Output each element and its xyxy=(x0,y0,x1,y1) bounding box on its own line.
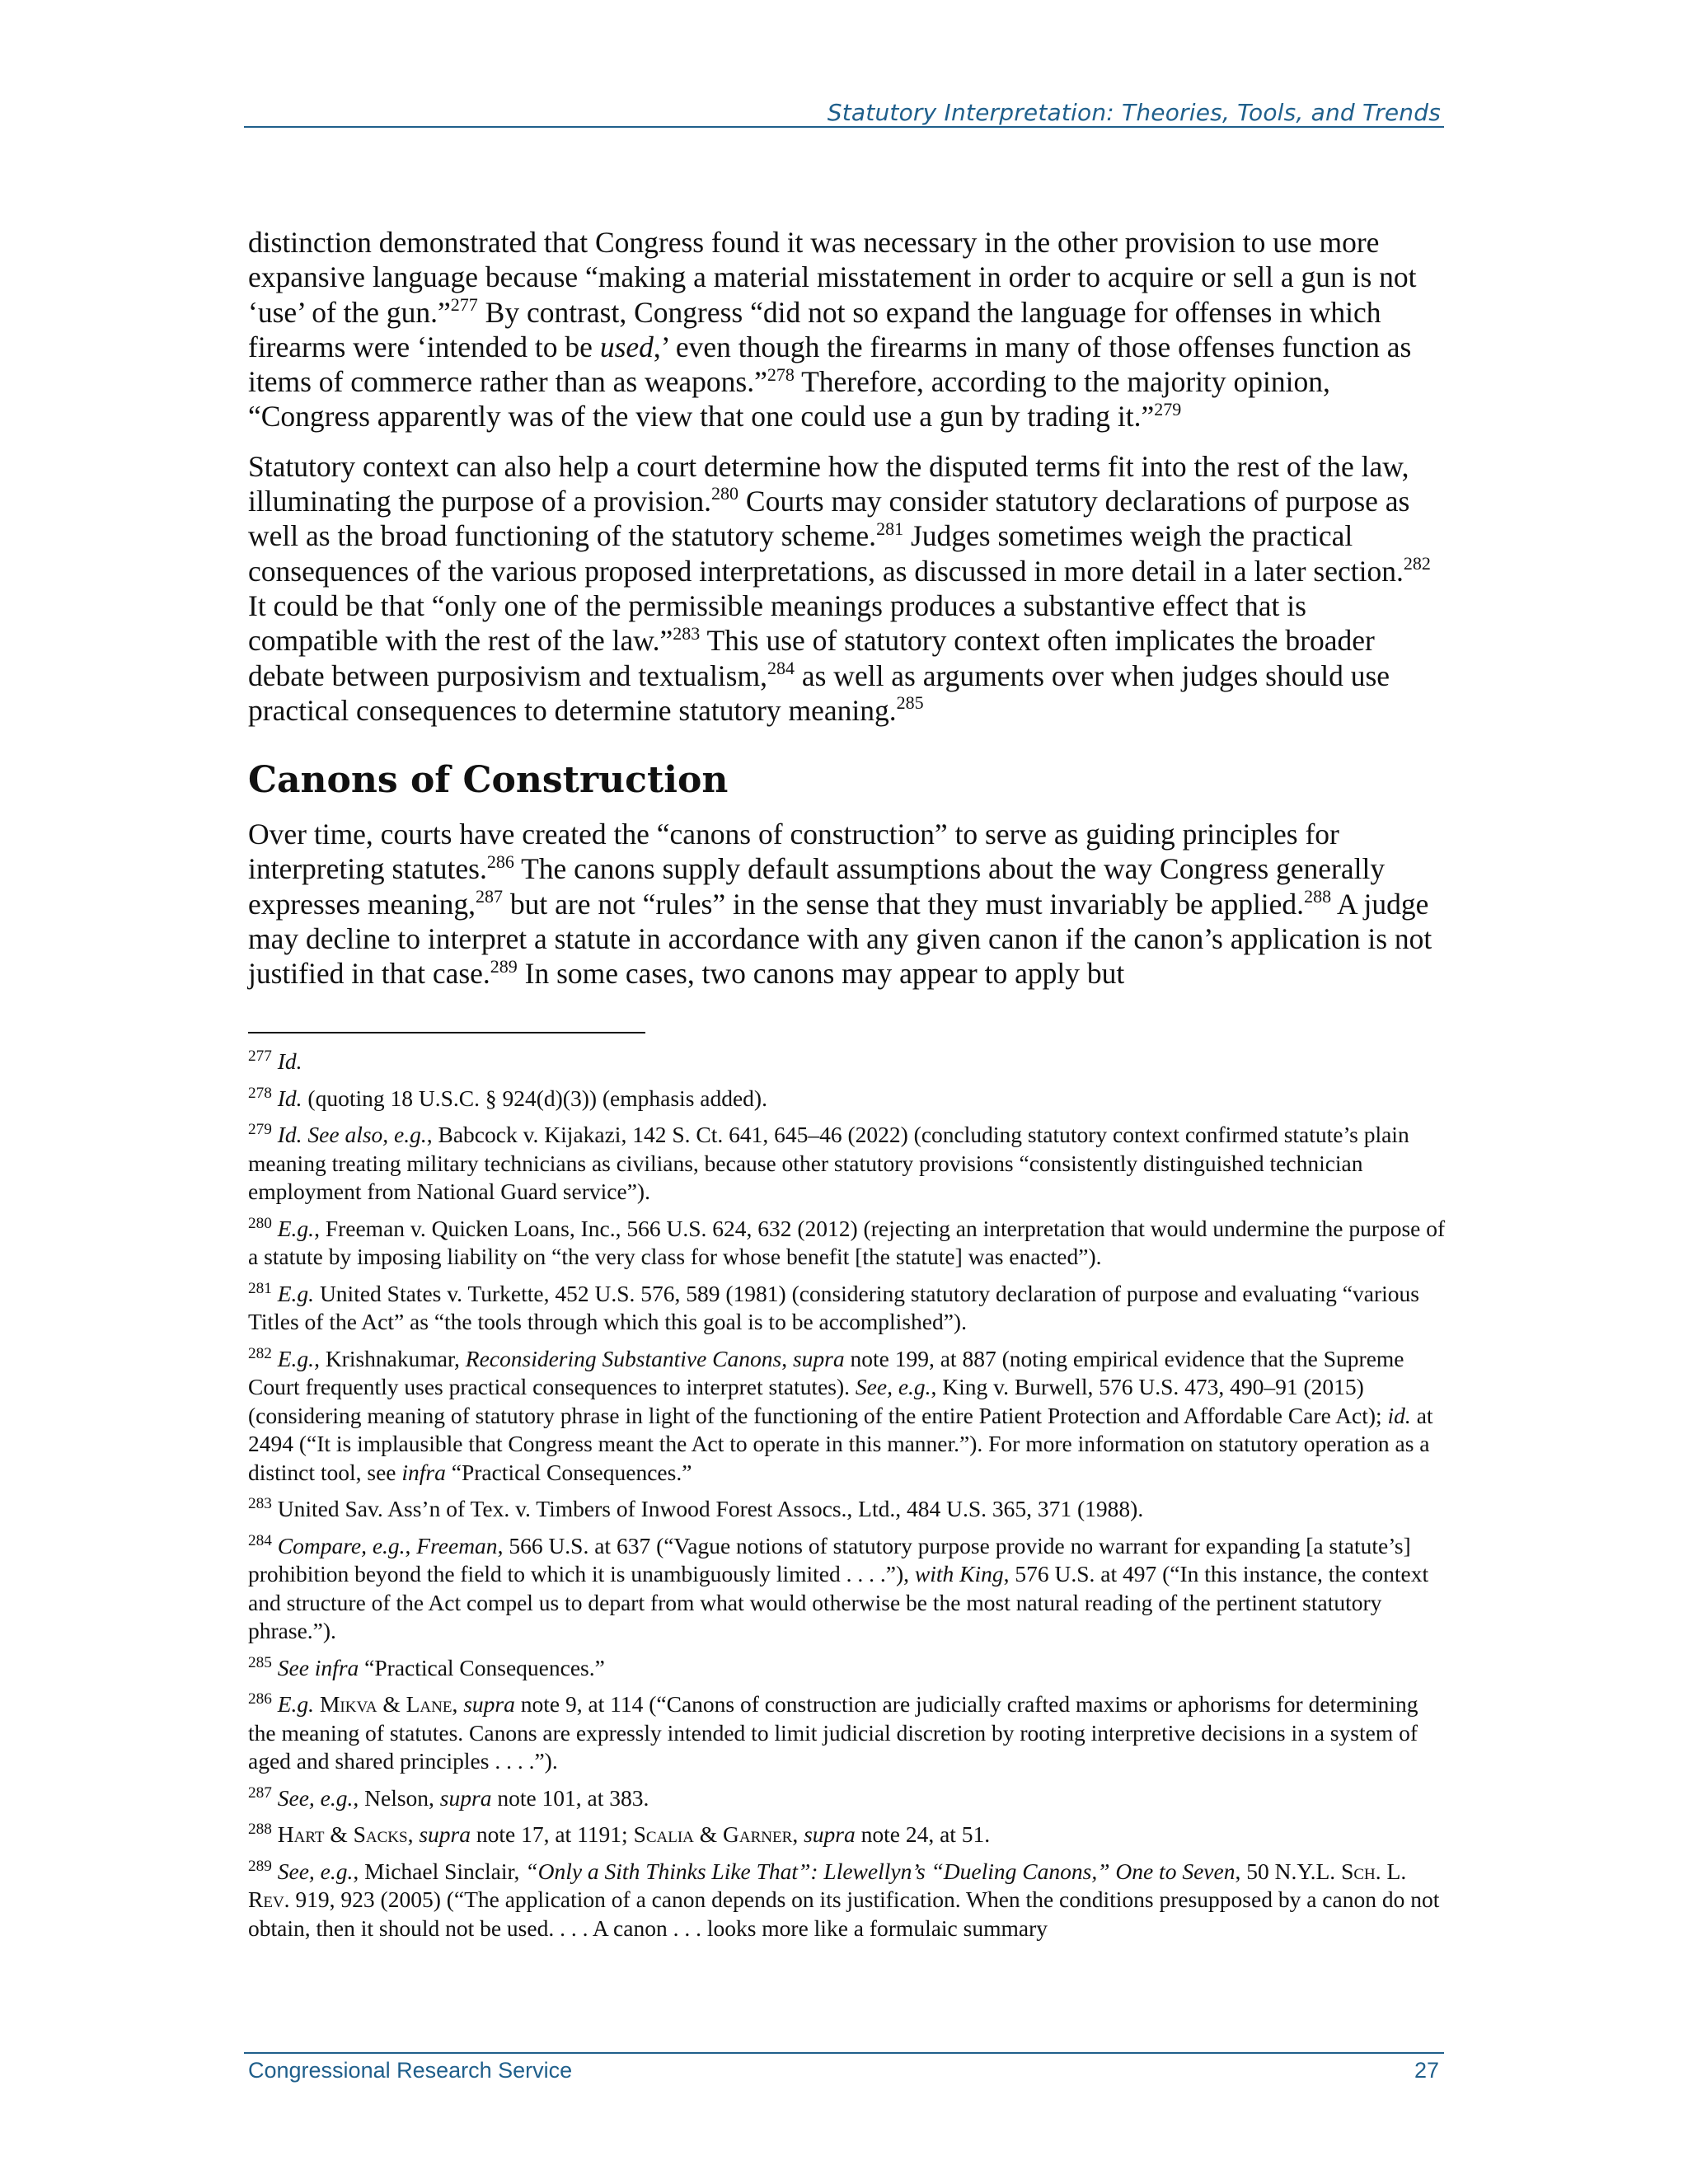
footnote-number: 278 xyxy=(248,1084,272,1102)
footnote-ref-284[interactable]: 284 xyxy=(767,657,795,678)
text-run: “Practical Consequences.” xyxy=(359,1654,605,1680)
text-run: This use of statutory context often implicates the broader debate between purposivism and textualism, xyxy=(248,624,1375,692)
text-run-italic: supra xyxy=(463,1691,515,1717)
text-run: . L. xyxy=(1375,1858,1407,1884)
text-run: , Michael Sinclair, xyxy=(353,1858,526,1884)
text-run: distinction demonstrated that Congress found it was necessary in the other provision to use more expansive language because “making a material misstatement in order to acquire or sell a gun is not ‘use’ of the gun.” xyxy=(248,226,1417,329)
footnote-283 xyxy=(248,1495,1448,1524)
text-run: note 199, at 887 (noting empirical evidence that the Supreme Court frequently uses practical consequences to interpret statutes). xyxy=(248,1345,1404,1399)
text-run: , Krishnakumar, xyxy=(314,1345,466,1371)
text-run-smallcaps: Rev xyxy=(248,1886,284,1912)
footnote-277 xyxy=(248,1047,1448,1076)
footnote-278 xyxy=(248,1085,1448,1113)
text-run-italic: Id. xyxy=(277,1085,302,1111)
text-run: The canons supply default assumptions about the way Congress generally expresses meaning, xyxy=(248,852,1386,921)
text-run: , Babcock v. Kijakazi, 142 S. Ct. 641, 645–46 (2022) (concluding statutory context confirmed statute’s plain meaning treating military technicians as civilians, because other statutory provisions “consistently distinguished technician employment from National Guard service”). xyxy=(248,1122,1409,1204)
footnote-ref-278[interactable]: 278 xyxy=(767,363,795,385)
text-run-smallcaps: Scalia xyxy=(633,1821,694,1847)
footnote-281 xyxy=(248,1280,1448,1337)
footnote-number: 288 xyxy=(248,1821,272,1839)
footnote-number: 283 xyxy=(248,1495,272,1513)
text-run: , xyxy=(405,1532,417,1558)
text-run-italic: supra xyxy=(419,1821,471,1847)
text-run-italic: supra xyxy=(804,1821,856,1847)
footnote-285 xyxy=(248,1654,1448,1683)
text-run-italic: E.g. xyxy=(277,1215,315,1241)
footnote-separator xyxy=(248,1032,645,1033)
text-run: Therefore, according to the majority opinion, “Congress apparently was of the view that one could use a gun by trading it.” xyxy=(248,365,1330,434)
footnote-ref-288[interactable]: 288 xyxy=(1304,886,1332,907)
body-text xyxy=(248,225,1442,1006)
footnote-279 xyxy=(248,1121,1448,1207)
text-run: , xyxy=(407,1821,420,1847)
footnote-number: 277 xyxy=(248,1047,272,1066)
text-run: , xyxy=(452,1691,464,1717)
running-header-title: Statutory Interpretation: Theories, Tools, and Trends xyxy=(827,99,1441,126)
text-run: Over time, courts have created the “canons of construction” to serve as guiding principles for interpreting statutes. xyxy=(248,818,1339,886)
text-run-italic: Compare, e.g. xyxy=(277,1532,406,1558)
text-run: In some cases, two canons may appear to apply but xyxy=(517,957,1125,991)
text-run-italic: E.g. xyxy=(277,1345,315,1371)
text-run-italic: E.g. xyxy=(277,1691,315,1717)
text-run: , 50 N.Y.L. xyxy=(1235,1858,1342,1884)
section-heading: Canons of Construction xyxy=(248,759,729,802)
text-run: . 919, 923 (2005) (“The application of a canon depends on its justification. When the conditions presupposed by a canon do not obtain, then it should not be used. . . . A canon . . . looks more like a formulaic summary xyxy=(248,1886,1440,1941)
footnote-ref-280[interactable]: 280 xyxy=(711,483,739,504)
footnote-284 xyxy=(248,1532,1448,1646)
paragraph-3 xyxy=(248,817,1442,991)
text-run: United Sav. Ass’n of Tex. v. Timbers of Inwood Forest Assocs., Ltd., 484 U.S. 365, 371 (1988). xyxy=(277,1496,1144,1521)
text-run: A judge may decline to interpret a statute in accordance with any given canon if the canon’s application is not justified in that case. xyxy=(248,887,1432,991)
text-run-italic: Id. xyxy=(277,1048,302,1074)
text-run: (quoting 18 U.S.C. § 924(d)(3)) (emphasis added). xyxy=(302,1085,767,1111)
text-run-smallcaps: Sacks xyxy=(353,1821,408,1847)
footnote-ref-289[interactable]: 289 xyxy=(490,955,518,977)
footer-rule xyxy=(244,2052,1444,2054)
text-run: & xyxy=(324,1821,354,1847)
text-run-smallcaps: Sch xyxy=(1341,1858,1376,1884)
text-run: but are not “rules” in the sense that they must invariably be applied. xyxy=(503,887,1305,921)
text-run: note 101, at 383. xyxy=(491,1784,649,1811)
footnote-ref-287[interactable]: 287 xyxy=(476,886,504,907)
text-run-italic: used xyxy=(599,330,654,363)
header-rule xyxy=(244,126,1444,128)
text-run: note 9, at 114 (“Canons of construction are judicially crafted maxims or aphorisms for determining the meaning of statutes. Canons are expressly intended to limit judicial discretion by rooting interpretive decisions in a system of aged and shared principles . . . .”). xyxy=(248,1691,1418,1774)
footnote-ref-286[interactable]: 286 xyxy=(486,851,514,872)
paragraph-2 xyxy=(248,449,1442,728)
footnote-number: 289 xyxy=(248,1857,272,1875)
footnote-282 xyxy=(248,1345,1448,1488)
text-run: “Practical Consequences.” xyxy=(445,1459,692,1485)
footnote-289 xyxy=(248,1858,1448,1943)
text-run: Courts may consider statutory declarations of purpose as well as the broad functioning of the statutory scheme. xyxy=(248,485,1410,553)
text-run-smallcaps: Mikva xyxy=(319,1691,377,1717)
text-run-italic: See, e.g. xyxy=(277,1858,354,1884)
text-run: , xyxy=(781,1345,793,1371)
text-run: at 2494 (“It is implausible that Congress meant the Act to operate in this manner.”). For more information on statutory operation as a distinct tool, see xyxy=(248,1402,1433,1485)
footnote-ref-277[interactable]: 277 xyxy=(450,293,478,315)
page-number: 27 xyxy=(1414,2058,1439,2083)
footnote-ref-282[interactable]: 282 xyxy=(1403,553,1431,574)
footnote-286 xyxy=(248,1690,1448,1776)
footnote-number: 279 xyxy=(248,1121,272,1139)
text-run: , Freeman v. Quicken Loans, Inc., 566 U.S. 624, 632 (2012) (rejecting an interpretation that would undermine the purpose of a statute by imposing liability on “the very class for whose benefit [the statute] was enacted”). xyxy=(248,1215,1446,1269)
footnote-number: 280 xyxy=(248,1214,272,1232)
text-run: ,’ even though the firearms in many of those offenses function as items of commerce rather than as weapons.” xyxy=(248,330,1412,399)
footnote-287 xyxy=(248,1784,1448,1813)
footnote-number: 286 xyxy=(248,1690,272,1708)
text-run-italic: See, e.g. xyxy=(855,1374,931,1399)
text-run: , Nelson, xyxy=(353,1784,440,1811)
text-run-italic: See infra xyxy=(277,1654,359,1680)
footer-publisher: Congressional Research Service xyxy=(248,2058,573,2083)
text-run-italic: Reconsidering Substantive Canons xyxy=(465,1345,782,1371)
footnote-number: 284 xyxy=(248,1531,272,1549)
footnote-ref-285[interactable]: 285 xyxy=(896,692,924,714)
text-run: , 566 U.S. at 637 (“Vague notions of statutory purpose provide no warrant for expanding [a statute’s] prohibition beyond the field to which it is unambiguously limited . . . .”), xyxy=(248,1532,1411,1586)
text-run-italic: infra xyxy=(401,1459,446,1485)
text-run-italic: Id. See also, e.g. xyxy=(277,1122,427,1147)
text-run: Judges sometimes weigh the practical consequences of the various proposed interpretations, as discussed in more detail in a later section. xyxy=(248,519,1404,588)
text-run xyxy=(314,1691,320,1717)
text-run-italic: supra xyxy=(792,1345,845,1371)
paragraph-1 xyxy=(248,225,1442,434)
text-run-italic: with King xyxy=(914,1561,1004,1586)
text-run-smallcaps: Lane xyxy=(406,1691,452,1717)
text-run-italic: id. xyxy=(1387,1402,1411,1428)
footnotes xyxy=(248,1047,1448,1951)
text-run: note 17, at 1191; xyxy=(471,1821,634,1847)
footnote-number: 287 xyxy=(248,1783,272,1802)
text-run-italic: “Only a Sith Thinks Like That”: Llewellyn’s “Dueling Canons,” One to Seven xyxy=(525,1858,1236,1884)
text-run: By contrast, Congress “did not so expand the language for offenses in which firearms were ‘intended to be xyxy=(248,295,1381,363)
text-run: as well as arguments over when judges should use practical consequences to determine statutory meaning. xyxy=(248,658,1390,727)
footnote-288 xyxy=(248,1821,1448,1849)
text-run-smallcaps: Garner xyxy=(723,1821,793,1847)
footnote-number: 285 xyxy=(248,1653,272,1671)
text-run-italic: See, e.g. xyxy=(277,1784,354,1811)
text-run: , xyxy=(792,1821,804,1847)
footnote-ref-281[interactable]: 281 xyxy=(876,518,904,539)
text-run: United States v. Turkette, 452 U.S. 576, 589 (1981) (considering statutory declaration of purpose and evaluating “various Titles of the Act” as “the tools through which this goal is to be accomplished”). xyxy=(248,1280,1419,1334)
text-run: Statutory context can also help a court determine how the disputed terms fit into the rest of the law, illuminating the purpose of a provision. xyxy=(248,449,1409,518)
text-run: & xyxy=(377,1691,406,1717)
text-run: & xyxy=(693,1821,724,1847)
footnote-ref-279[interactable]: 279 xyxy=(1154,398,1182,419)
footnote-number: 282 xyxy=(248,1344,272,1362)
text-run: It could be that “only one of the permissible meanings produces a substantive effect that is compatible with the rest of the law.” xyxy=(248,588,1306,658)
text-run-italic: supra xyxy=(439,1784,492,1811)
footnote-280 xyxy=(248,1215,1448,1272)
text-run-italic: Freeman xyxy=(416,1532,498,1558)
text-run-smallcaps: Hart xyxy=(277,1821,325,1847)
text-run: , King v. Burwell, 576 U.S. 473, 490–91 (2015) (considering meaning of statutory phrase in light of the functioning of the entire Patient Protection and Affordable Care Act); xyxy=(248,1374,1388,1428)
text-run-italic: E.g. xyxy=(277,1280,315,1306)
text-run: , 576 U.S. at 497 (“In this instance, the context and structure of the Act compel us to depart from what would otherwise be the most natural reading of the pertinent statutory phrase.”). xyxy=(248,1561,1429,1643)
footnote-ref-283[interactable]: 283 xyxy=(673,622,701,644)
text-run: note 24, at 51. xyxy=(855,1821,991,1847)
footnote-number: 281 xyxy=(248,1279,272,1297)
